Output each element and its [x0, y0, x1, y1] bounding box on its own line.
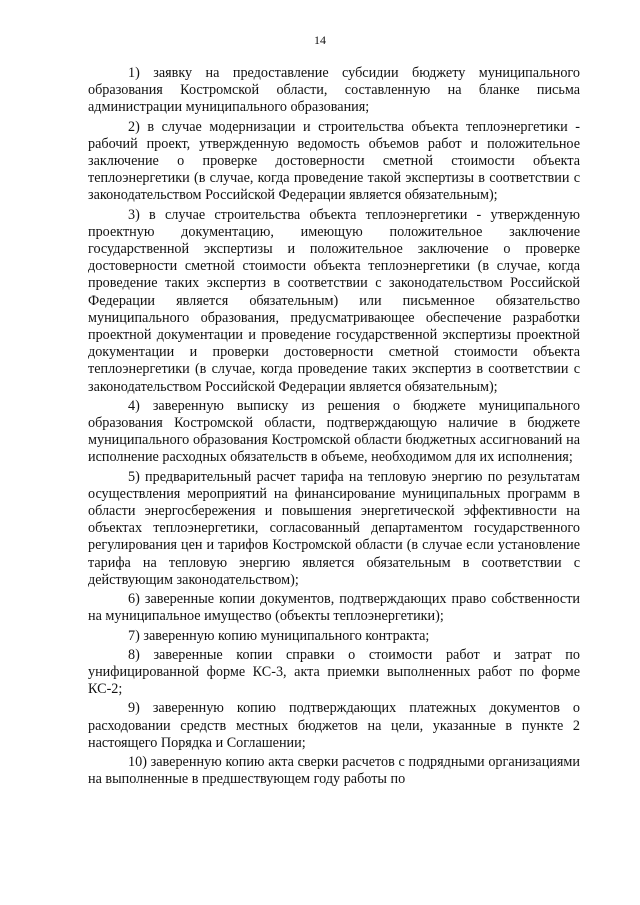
- list-item-4: 4) заверенную выписку из решения о бюджете муниципального образования Костромской области, подтверждающую наличие в бюджете муниципального образования Костромской области бюджетных ассигнований на исполнение расходных обязательств в объеме, необходимом для их исполнения;: [88, 397, 580, 466]
- list-item-10: 10) заверенную копию акта сверки расчетов с подрядными организациями на выполненные в предшествующем году работы по: [88, 753, 580, 788]
- list-item-6: 6) заверенные копии документов, подтверждающих право собственности на муниципальное имущество (объекты теплоэнергетики);: [88, 591, 580, 625]
- page-number: 14: [314, 33, 326, 47]
- document-body: [88, 65, 580, 790]
- list-item-8: 8) заверенные копии справки о стоимости работ и затрат по унифицированной форме КС-3, акта приемки выполненных работ по форме КС-2;: [88, 646, 580, 698]
- list-item-9: 9) заверенную копию подтверждающих платежных документов о расходовании средств местных бюджетов на цели, указанные в пункте 2 настоящего Порядка и Соглашении;: [88, 700, 580, 751]
- list-item-3: 3) в случае строительства объекта теплоэнергетики - утвержденную проектную документацию, имеющую положительное заключение государственной экспертизы и положительное заключение о проверке достоверности сметной стоимости объекта теплоэнергетики (в случае, когда проведение таких экспертиз в соответствии с законодательством Российской Федерации является обязательным) или письменное обязательство муниципального образования, предусматривающее обеспечение разработки проектной документации и проведение государственной экспертизы проектной документации и проверки достоверности сметной стоимости объекта теплоэнергетики (в случае, когда проведение таких экспертиз в соответствии с законодательством Российской Федерации является обязательным);: [88, 206, 580, 395]
- list-item-1: 1) заявку на предоставление субсидии бюджету муниципального образования Костромской области, составленную на бланке письма администрации муниципального образования;: [88, 65, 580, 116]
- list-item-5: 5) предварительный расчет тарифа на тепловую энергию по результатам осуществления мероприятий на финансирование муниципальных программ в области энергосбережения и повышения энергетической эффективности на объектах теплоэнергетики, согласованный департаментом государственного регулирования цен и тарифов Костромской области (в случае если установление тарифа на тепловую энергию является обязательным в соответствии с действующим законодательством);: [88, 468, 580, 588]
- list-item-2: 2) в случае модернизации и строительства объекта теплоэнергетики - рабочий проект, утвержденную ведомость объемов работ и положительное заключение о проверке достоверности сметной стоимости объекта теплоэнергетики (в случае, когда проведение такой экспертизы в соответствии с законодательством Российской Федерации является обязательным);: [88, 118, 580, 204]
- list-item-7: 7) заверенную копию муниципального контракта;: [128, 627, 430, 644]
